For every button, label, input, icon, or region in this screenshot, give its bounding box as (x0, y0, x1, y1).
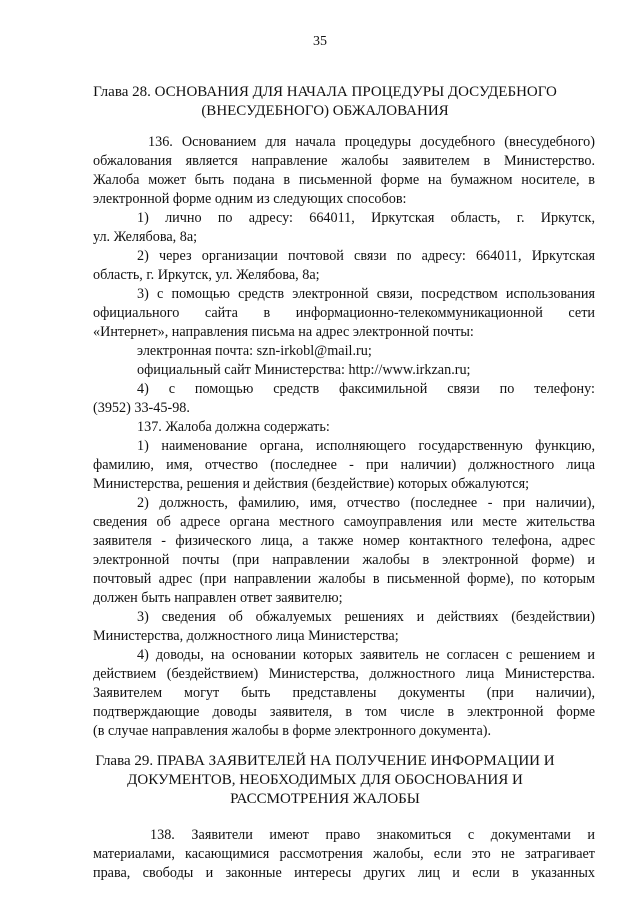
paragraph-line: Жалоба может быть подана в письменной форме на бумажном носителе, в (93, 172, 595, 188)
paragraph-line: Заявителем могут быть представлены документы (при наличии), (93, 685, 595, 701)
chapter-29-title-line: РАССМОТРЕНИЯ ЖАЛОБЫ (230, 791, 420, 807)
paragraph-line: «Интернет», направления письма на адрес электронной почты: (93, 324, 474, 340)
chapter-28-title-line: Глава 28. ОСНОВАНИЯ ДЛЯ НАЧАЛА ПРОЦЕДУРЫ ДОСУДЕБНОГО (93, 84, 557, 100)
paragraph-line: 4) доводы, на основании которых заявитель не согласен с решением и (137, 647, 595, 663)
paragraph-line: Министерства, должностного лица Министерства; (93, 628, 399, 644)
paragraph-line: электронной почты (при направлении жалобы в электронной форме) и (93, 552, 595, 568)
paragraph-line: права, свободы и законные интересы других лиц и если в указанных (93, 865, 595, 881)
paragraph-line: должен быть направлен ответ заявителю; (93, 590, 343, 606)
paragraph-line: фамилию, имя, отчество (последнее - при наличии) должностного лица (93, 457, 595, 473)
paragraph-line: 4) с помощью средств факсимильной связи по телефону: (137, 381, 595, 397)
paragraph-line: Министерства, решения и действия (бездействие) которых обжалуются; (93, 476, 530, 492)
paragraph-line: подтверждающие доводы заявителя, в том числе в электронной форме (93, 704, 595, 720)
paragraph-line: 136. Основанием для начала процедуры досудебного (внесудебного) (148, 134, 595, 150)
paragraph-line: сведения об адресе органа местного самоуправления или месте жительства (93, 514, 595, 530)
website-line: официальный сайт Министерства: http://www.irkzan.ru; (137, 362, 471, 378)
paragraph-line: (в случае направления жалобы в форме электронного документа). (93, 723, 492, 739)
paragraph-line: 1) наименование органа, исполняющего государственную функцию, (137, 438, 595, 454)
paragraph-line: 3) с помощью средств электронной связи, посредством использования (137, 286, 595, 302)
paragraph-line: почтовый адрес (при направлении жалобы в письменной форме), по которым (93, 571, 595, 587)
paragraph-line: 2) через организации почтовой связи по адресу: 664011, Иркутская (137, 248, 595, 264)
paragraph-line: действием (бездействием) Министерства, должностного лица Министерства. (93, 666, 595, 682)
chapter-29-title-line: ДОКУМЕНТОВ, НЕОБХОДИМЫХ ДЛЯ ОБОСНОВАНИЯ И (127, 772, 523, 788)
paragraph-line: материалами, касающимися рассмотрения жалобы, если это не затрагивает (93, 846, 595, 862)
paragraph-line: 1) лично по адресу: 664011, Иркутская область, г. Иркутск, (137, 210, 595, 226)
page-number: 35 (313, 34, 327, 49)
paragraph-line: обжалования является направление жалобы заявителем в Министерство. (93, 153, 595, 169)
email-line: электронная почта: szn-irkobl@mail.ru; (137, 343, 372, 359)
paragraph-line: 137. Жалоба должна содержать: (137, 419, 330, 435)
chapter-28-title-line: (ВНЕСУДЕБНОГО) ОБЖАЛОВАНИЯ (201, 103, 449, 119)
chapter-29-heading (60, 752, 590, 809)
paragraph-line: 3) сведения об обжалуемых решениях и действиях (бездействии) (137, 609, 595, 625)
chapter-28-heading (60, 83, 590, 121)
paragraph-line: ул. Желябова, 8а; (93, 229, 198, 245)
paragraph-line: 138. Заявители имеют право знакомиться с документами и (150, 827, 595, 843)
phone-line: (3952) 33-45-98. (93, 400, 190, 416)
paragraph-line: электронной форме одним из следующих способов: (93, 191, 407, 207)
paragraph-line: область, г. Иркутск, ул. Желябова, 8а; (93, 267, 320, 283)
chapter-29-title-line: Глава 29. ПРАВА ЗАЯВИТЕЛЕЙ НА ПОЛУЧЕНИЕ ИНФОРМАЦИИ И (95, 753, 555, 769)
paragraph-line: заявителя - физического лица, а также номер контактного телефона, адрес (93, 533, 595, 549)
paragraph-line: официального сайта в информационно-телекоммуникационной сети (93, 305, 595, 321)
paragraph-line: 2) должность, фамилию, имя, отчество (последнее - при наличии), (137, 495, 595, 511)
